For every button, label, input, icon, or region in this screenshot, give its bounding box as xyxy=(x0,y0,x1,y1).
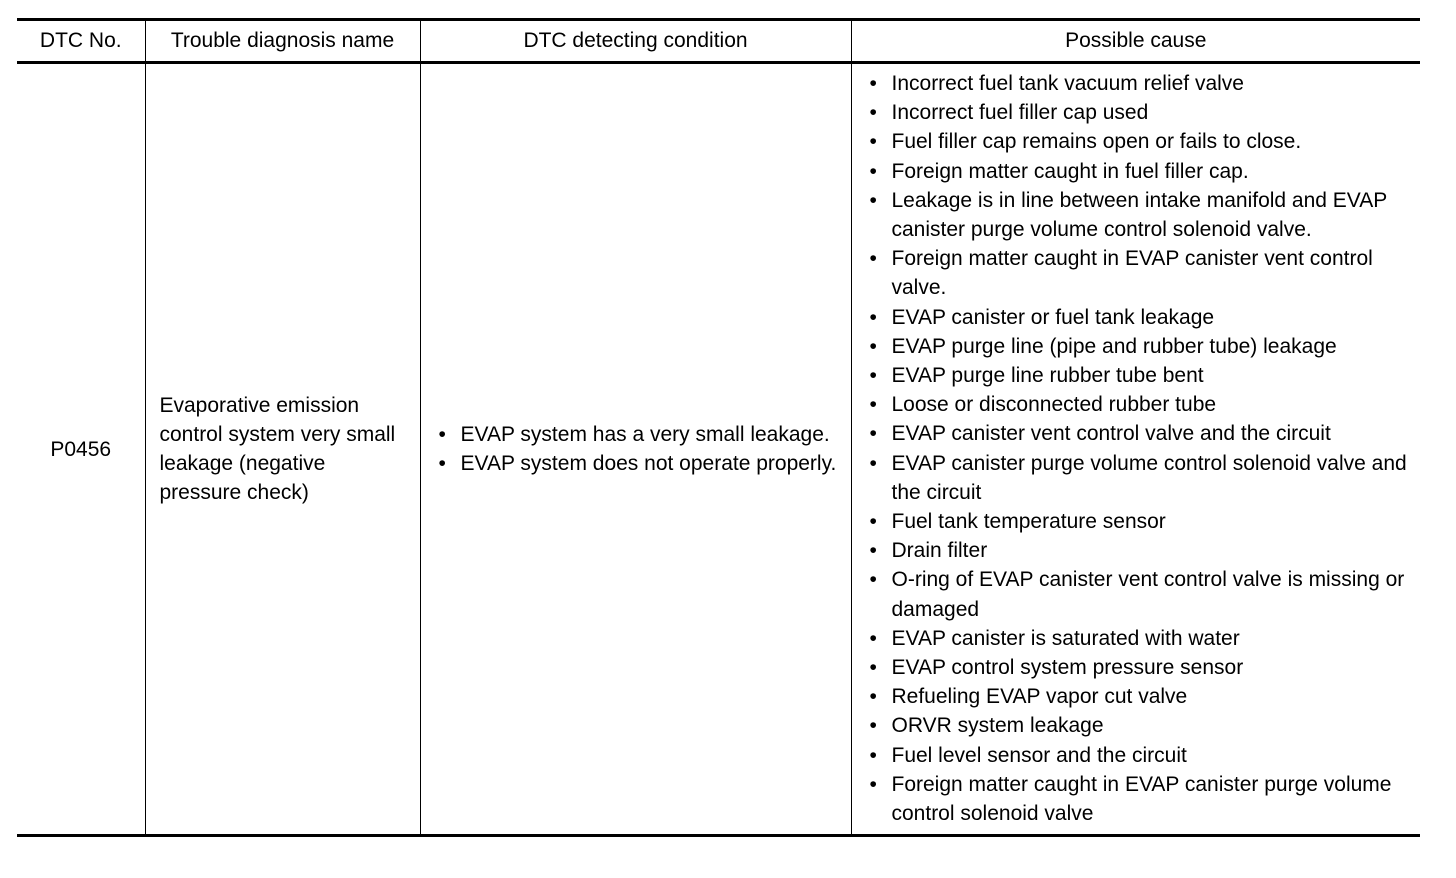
list-item: • EVAP canister purge volume control solenoid valve and the circuit xyxy=(868,449,1415,507)
dtc-table-header xyxy=(17,20,1420,63)
list-item: • Foreign matter caught in fuel filler cap. xyxy=(868,157,1415,186)
list-item: • EVAP canister or fuel tank leakage xyxy=(868,303,1415,332)
table-row xyxy=(17,63,1420,836)
possible-cause-list xyxy=(868,69,1415,828)
list-item: • Foreign matter caught in EVAP canister purge volume control solenoid valve xyxy=(868,770,1415,828)
detecting-condition-cell xyxy=(420,63,851,836)
dtc-code-cell: P0456 xyxy=(17,63,145,836)
list-item: • EVAP control system pressure sensor xyxy=(868,653,1415,682)
list-item: • Refueling EVAP vapor cut valve xyxy=(868,682,1415,711)
possible-cause-cell xyxy=(851,63,1420,836)
list-item: • Drain filter xyxy=(868,536,1415,565)
list-item: • Loose or disconnected rubber tube xyxy=(868,390,1415,419)
list-item: • Leakage is in line between intake manifold and EVAP canister purge volume control solenoid valve. xyxy=(868,186,1415,244)
list-item: • Incorrect fuel tank vacuum relief valve xyxy=(868,69,1415,98)
list-item: • Fuel tank temperature sensor xyxy=(868,507,1415,536)
list-item: • O-ring of EVAP canister vent control valve is missing or damaged xyxy=(868,565,1415,623)
list-item: • EVAP purge line rubber tube bent xyxy=(868,361,1415,390)
header-row xyxy=(17,20,1420,63)
list-item: • EVAP canister vent control valve and the circuit xyxy=(868,419,1415,448)
header-possible-cause: Possible cause xyxy=(851,20,1420,63)
header-dtc-no: DTC No. xyxy=(17,20,145,63)
list-item: • EVAP system has a very small leakage. xyxy=(437,420,845,449)
list-item: • Fuel level sensor and the circuit xyxy=(868,741,1415,770)
list-item: • Foreign matter caught in EVAP canister vent control valve. xyxy=(868,244,1415,302)
header-trouble-diagnosis-name: Trouble diagnosis name xyxy=(145,20,420,63)
list-item: • EVAP system does not operate properly. xyxy=(437,449,845,478)
list-item: • Incorrect fuel filler cap used xyxy=(868,98,1415,127)
list-item: • EVAP canister is saturated with water xyxy=(868,624,1415,653)
list-item: • Fuel filler cap remains open or fails to close. xyxy=(868,127,1415,156)
header-dtc-detecting-condition: DTC detecting condition xyxy=(420,20,851,63)
list-item: • ORVR system leakage xyxy=(868,711,1415,740)
detecting-condition-list xyxy=(437,420,845,478)
list-item: • EVAP purge line (pipe and rubber tube) leakage xyxy=(868,332,1415,361)
trouble-diagnosis-name-cell: Evaporative emission control system very small leakage (negative pressure check) xyxy=(145,63,420,836)
dtc-table xyxy=(17,18,1420,837)
